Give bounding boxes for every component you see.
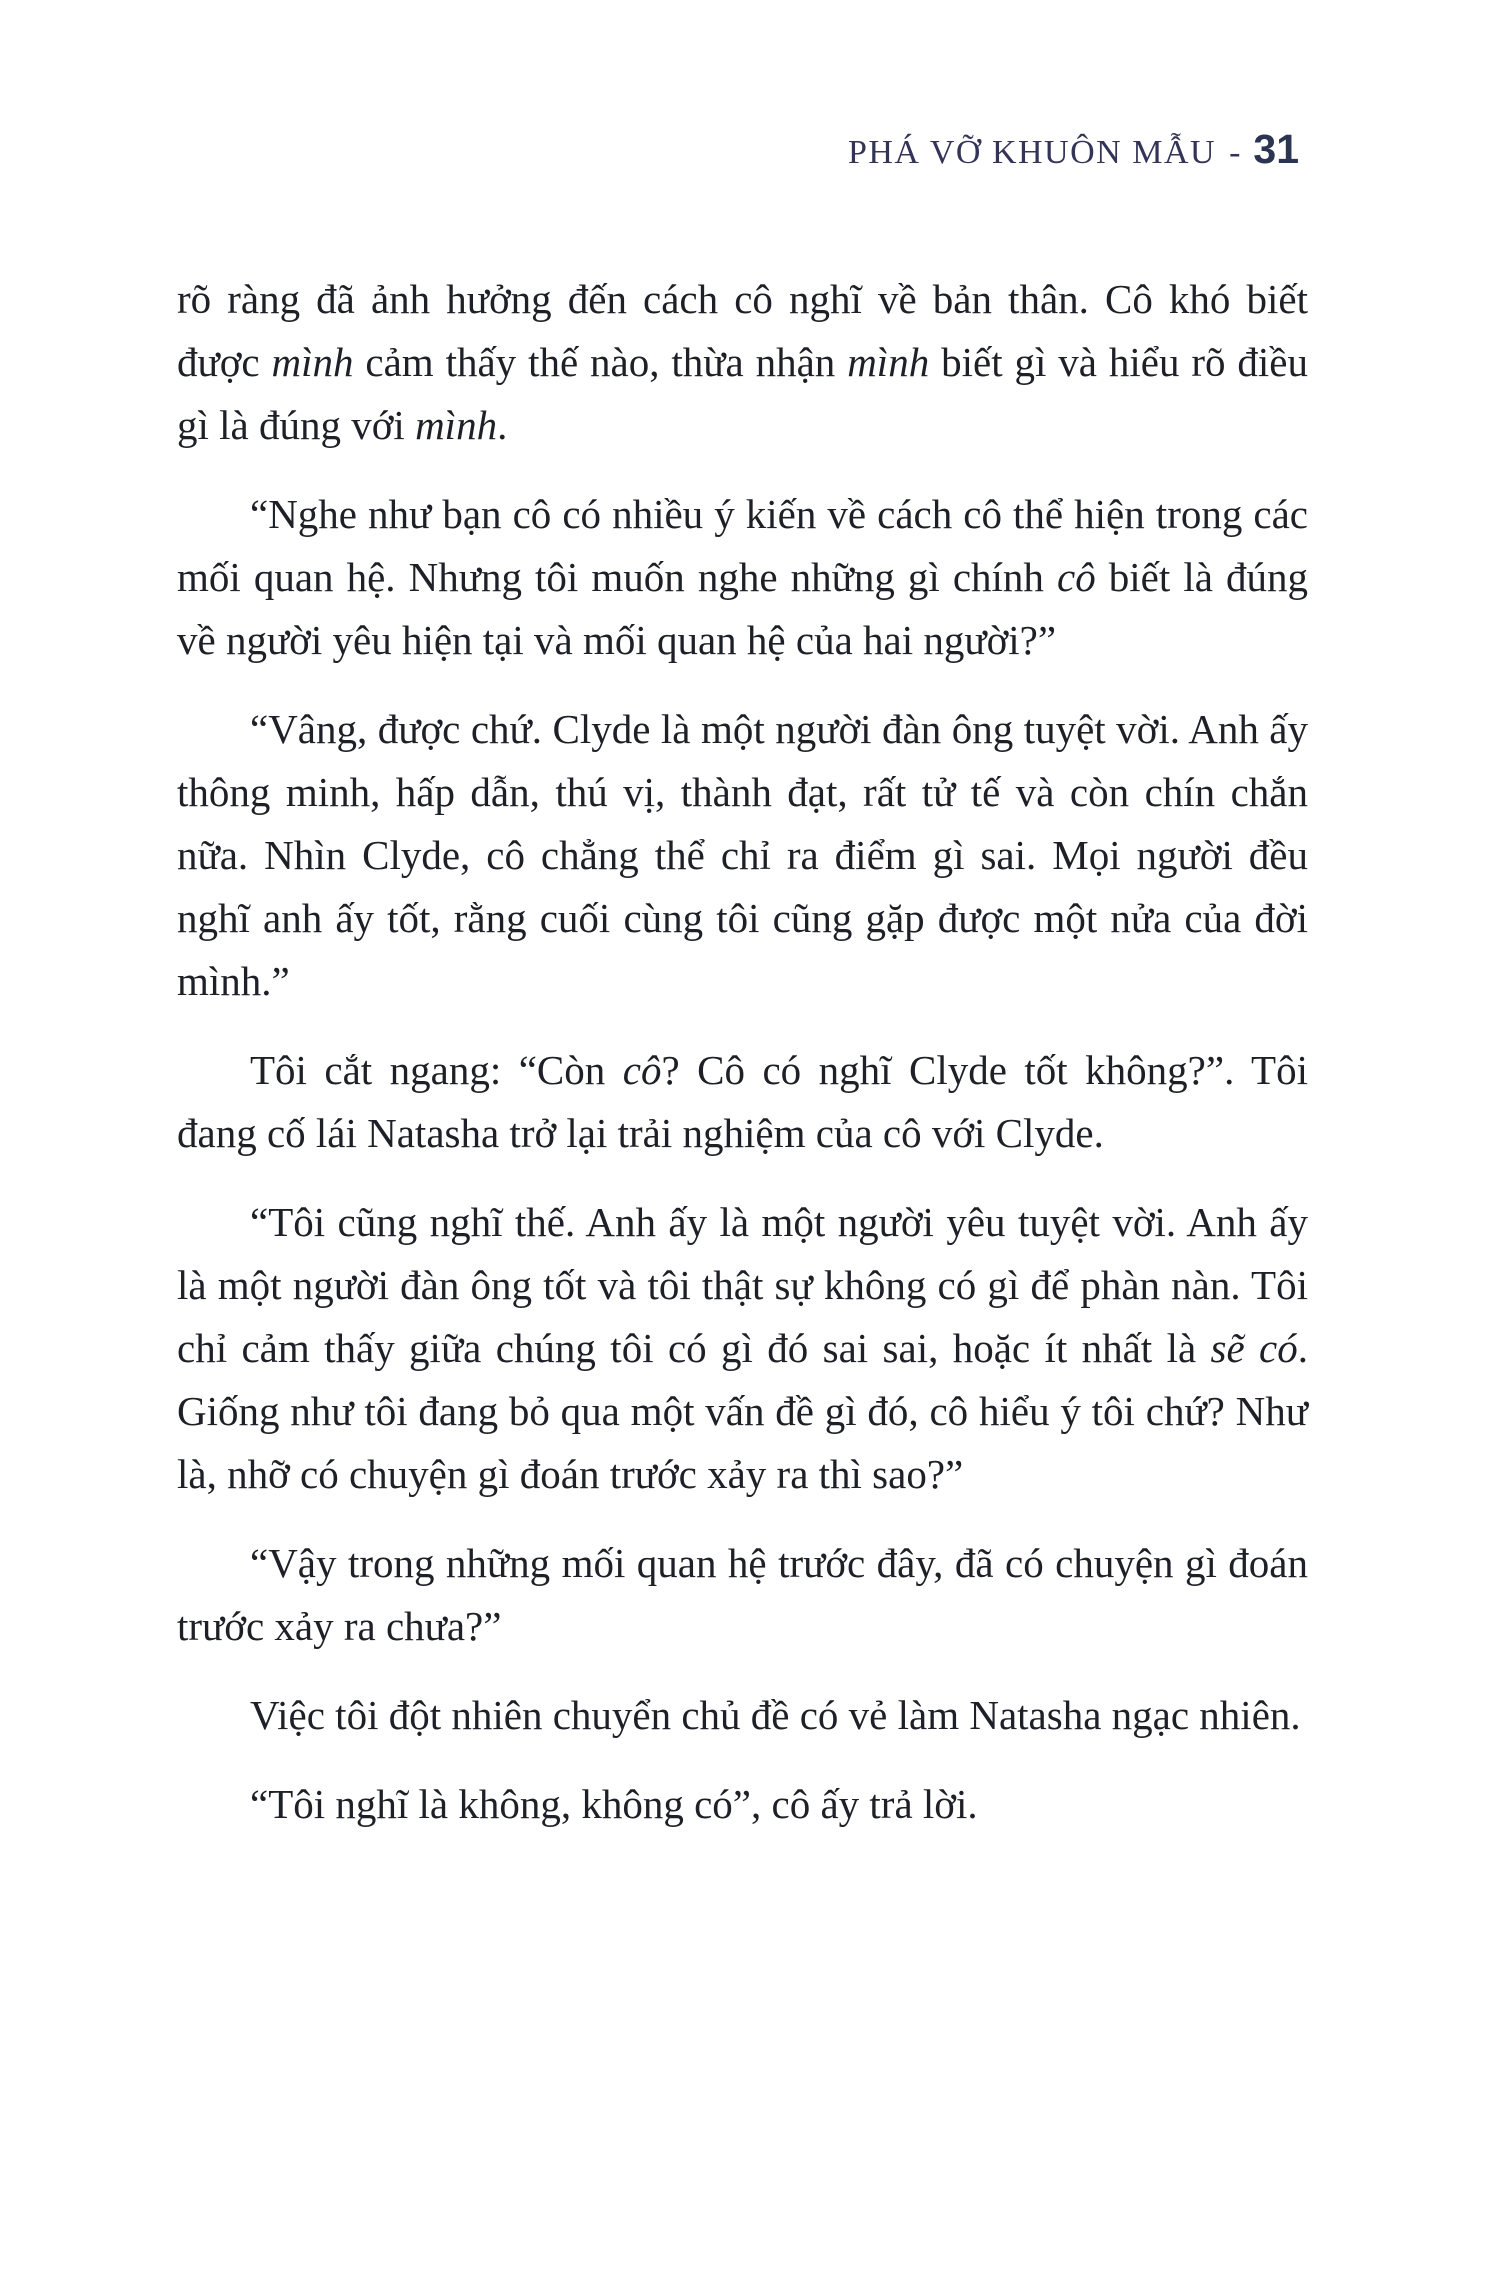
text-run: rõ ràng đã ảnh hưởng đến cách cô nghĩ về bản thân. Cô khó biết được <box>177 276 1308 385</box>
paragraph <box>177 698 1308 1013</box>
text-run: ? Cô có nghĩ Clyde tốt không?”. Tôi đang cố lái Natasha trở lại trải nghiệm của cô với Clyde. <box>177 1047 1308 1156</box>
text-run: . <box>497 402 508 448</box>
page-number: 31 <box>1253 126 1299 172</box>
paragraph <box>177 1039 1308 1165</box>
italic-text-run: mình <box>271 339 354 385</box>
paragraph <box>177 1684 1308 1747</box>
paragraph <box>177 483 1308 672</box>
text-run: “Tôi cũng nghĩ thế. Anh ấy là một người yêu tuyệt vời. Anh ấy là một người đàn ông tốt và tôi thật sự không có gì để phàn nàn. Tôi chỉ cảm thấy giữa chúng tôi có gì đó sai sai, hoặc ít nhất là <box>177 1199 1308 1371</box>
text-run: biết là đúng về người yêu hiện tại và mối quan hệ của hai người?” <box>177 554 1308 663</box>
italic-text-run: mình <box>847 339 930 385</box>
italic-text-run: cô <box>1057 554 1096 600</box>
text-run: cảm thấy thế nào, thừa nhận <box>353 339 848 385</box>
paragraph <box>177 268 1308 457</box>
page-body <box>177 268 1308 1862</box>
text-run: Việc tôi đột nhiên chuyển chủ đề có vẻ làm Natasha ngạc nhiên. <box>250 1692 1301 1738</box>
text-run: “Tôi nghĩ là không, không có”, cô ấy trả lời. <box>250 1781 978 1827</box>
header-separator: - <box>1229 134 1241 171</box>
page-header <box>848 126 1299 173</box>
text-run: “Nghe như bạn cô có nhiều ý kiến về cách cô thể hiện trong các mối quan hệ. Nhưng tôi muốn nghe những gì chính <box>177 491 1308 600</box>
text-run: “Vậy trong những mối quan hệ trước đây, đã có chuyện gì đoán trước xảy ra chưa?” <box>177 1540 1308 1649</box>
italic-text-run: sẽ có <box>1210 1325 1298 1371</box>
running-title: PHÁ VỠ KHUÔN MẪU <box>847 134 1217 171</box>
paragraph <box>177 1191 1308 1506</box>
paragraph <box>177 1532 1308 1658</box>
italic-text-run: cô <box>622 1047 662 1093</box>
paragraph <box>177 1773 1308 1836</box>
italic-text-run: mình <box>415 402 498 448</box>
text-run: . Giống như tôi đang bỏ qua một vấn đề gì đó, cô hiểu ý tôi chứ? Như là, nhỡ có chuyện gì đoán trước xảy ra thì sao?” <box>177 1325 1308 1497</box>
text-run: Tôi cắt ngang: “Còn <box>250 1047 623 1093</box>
text-run: “Vâng, được chứ. Clyde là một người đàn ông tuyệt vời. Anh ấy thông minh, hấp dẫn, thú vị, thành đạt, rất tử tế và còn chín chắn nữa. Nhìn Clyde, cô chẳng thể chỉ ra điểm gì sai. Mọi người đều nghĩ anh ấy tốt, rằng cuối cùng tôi cũng gặp được một nửa của đời mình.” <box>177 706 1308 1004</box>
text-run: biết gì và hiểu rõ điều gì là đúng với <box>177 339 1308 448</box>
